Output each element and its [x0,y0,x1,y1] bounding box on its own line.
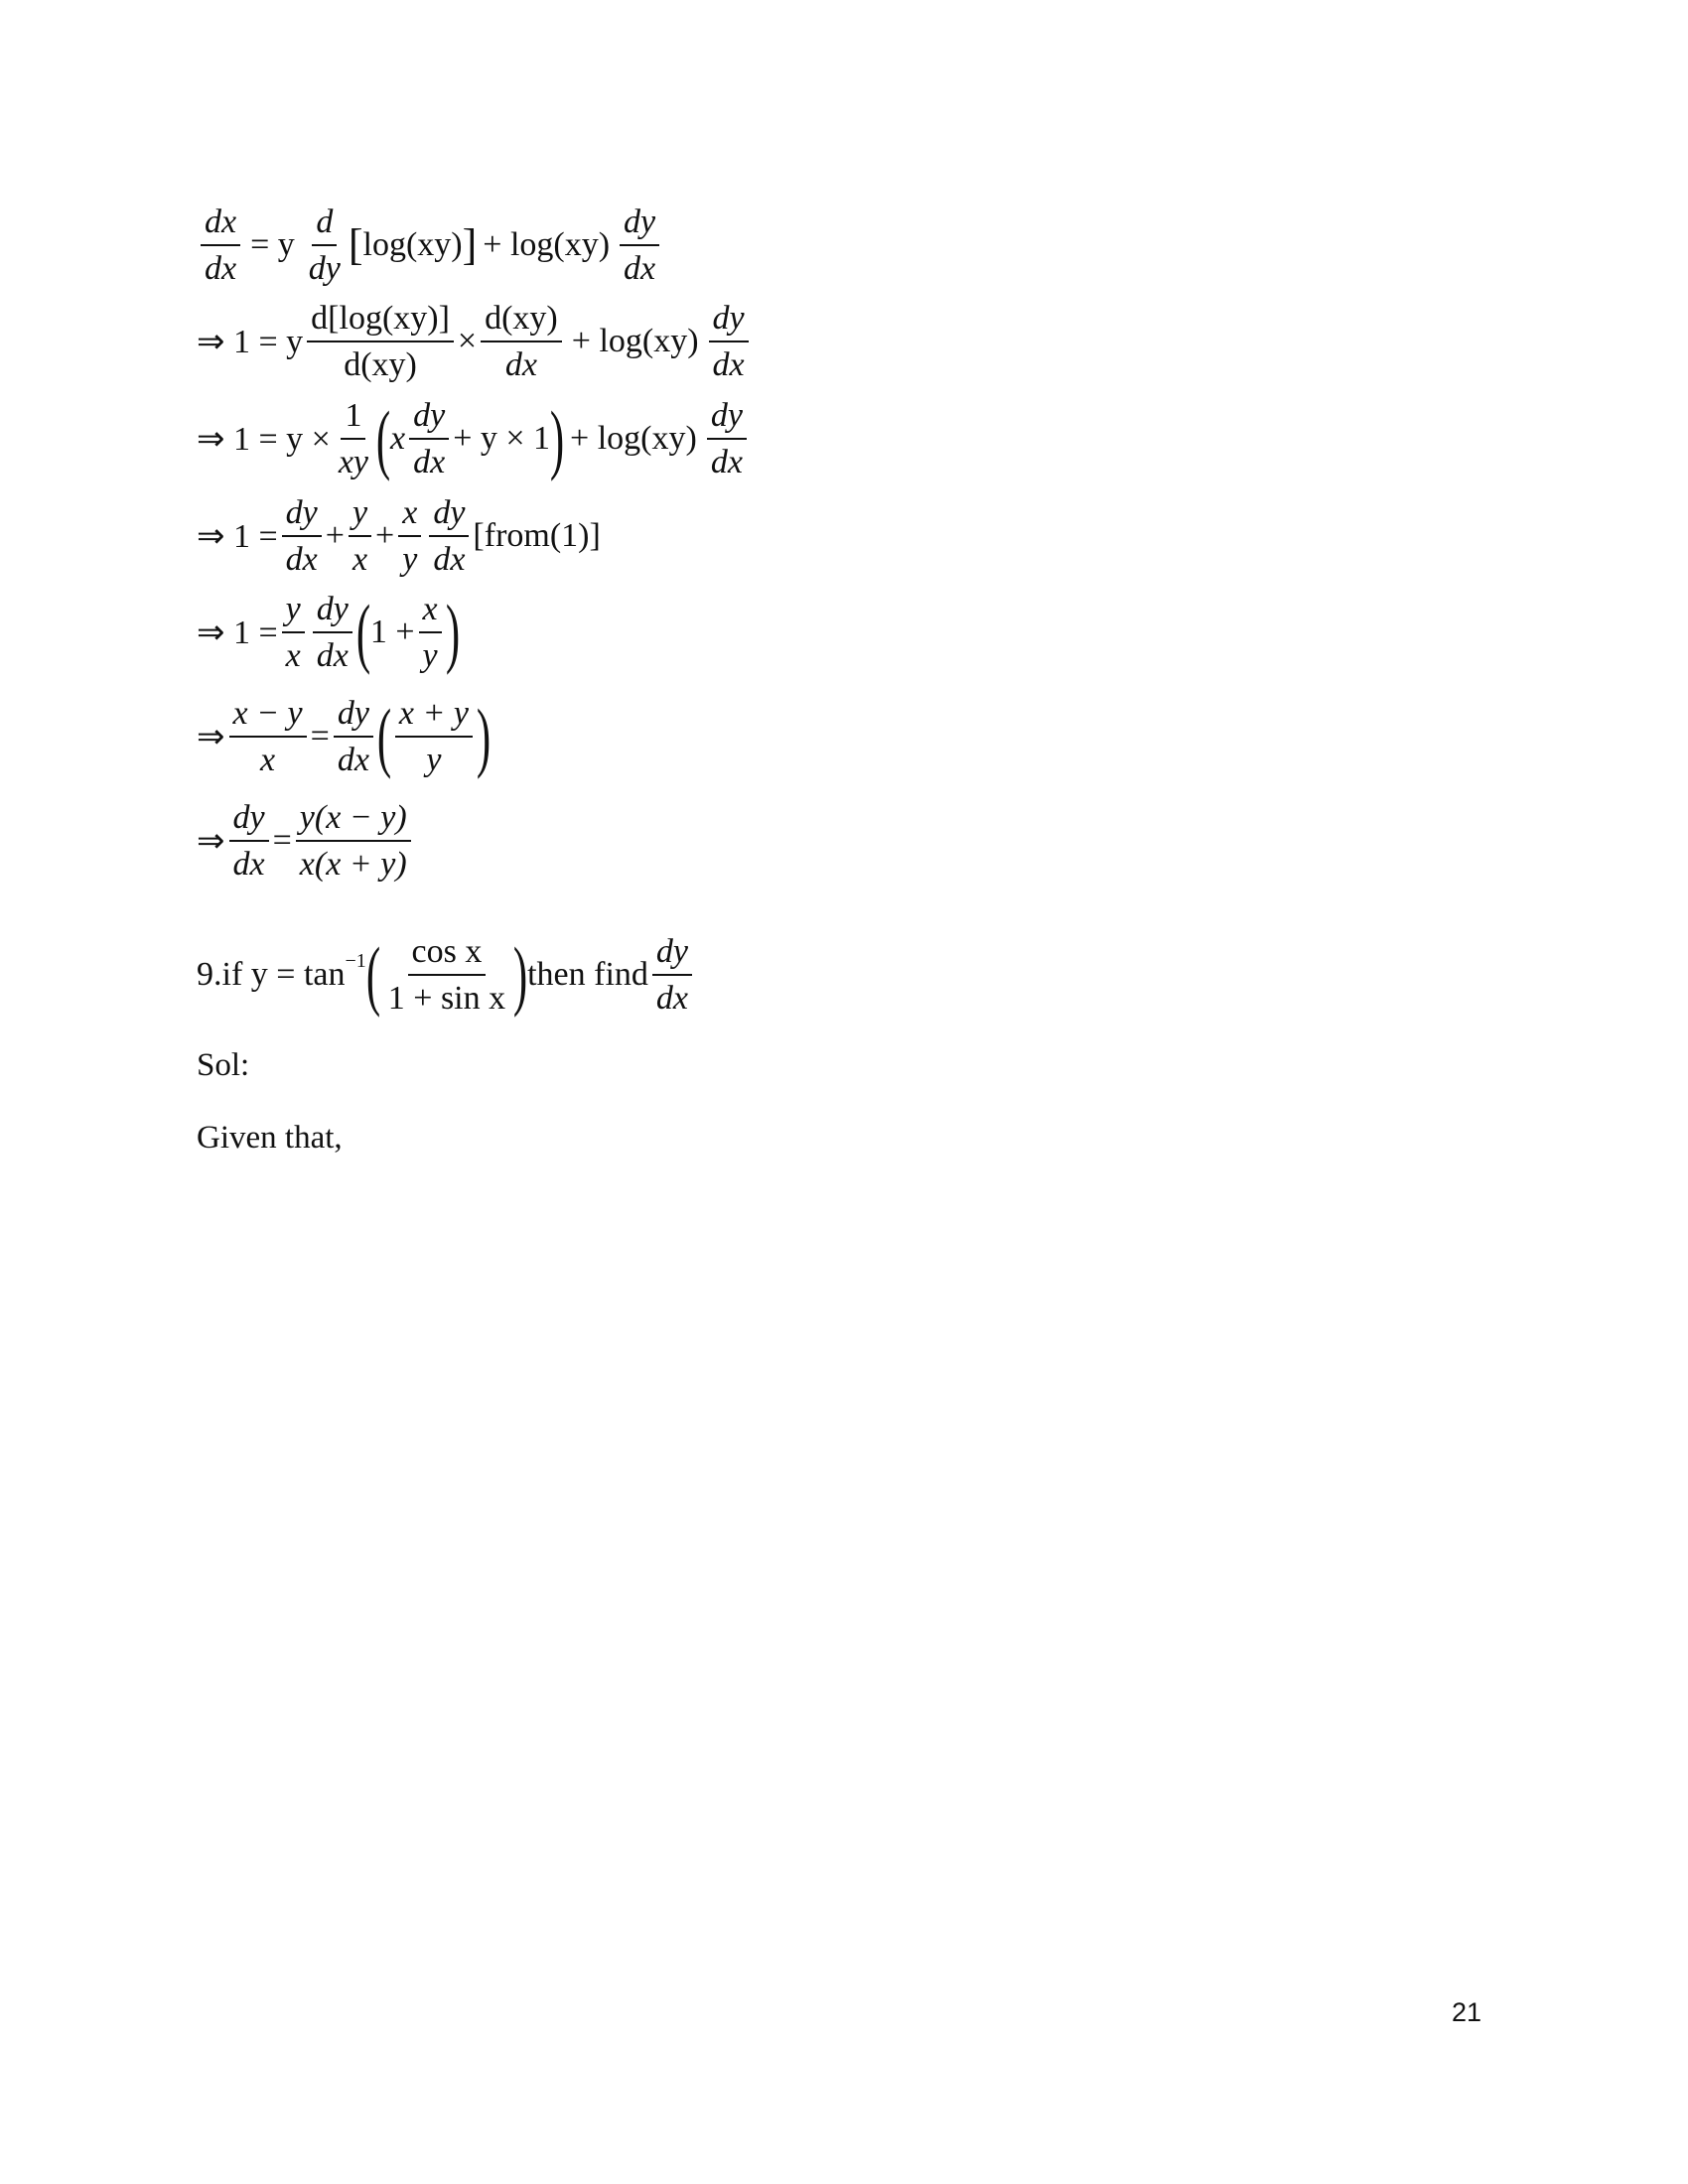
fraction: $\frac{dy}{dx}$ [429,494,469,579]
fraction: $\frac{x}{y}$ [398,494,421,579]
equation-step-2: ⇒ 1 = y $\frac{d[\log(xy)]}{d(xy)}$ × $\frac{d(xy)}{dx}$ + log(xy) $\frac{dy}{dx}$ [197,300,753,384]
fraction: $\frac{dy}{dx}$ [282,494,322,579]
fraction: $\frac{dx}{dx}$ [201,204,240,288]
equation-step-7: ⇒ $\frac{dy}{dx}$ = $\frac{y(x - y)}{x(x + y)}$ [197,799,415,884]
fraction: $\frac{dy}{dx}$ [652,933,692,1018]
equation-step-1: $\frac{dx}{dx}$ = y $\frac{d}{dy}$ [ log(xy) ] + log(xy) $\frac{dy}{dx}$ [197,204,663,288]
given-text: Given that, [197,1120,343,1156]
fraction: $\frac{\text{cos x}}{\text{1 + sin x}}$ [387,933,506,1018]
equation-step-3: ⇒ 1 = y × $\frac{1}{xy}$ ( x $\frac{dy}{dx}$ + y × 1 ) + log(xy) $\frac{dy}{dx}$ [197,397,751,481]
fraction: $\frac{d[\log(xy)]}{d(xy)}$ [307,300,454,384]
fraction: $\frac{d}{dy}$ [308,204,341,288]
fraction: $\frac{x}{y}$ [419,591,442,675]
page-number: 21 [1452,1997,1482,2027]
fraction: $\frac{dy}{dx}$ [313,591,352,675]
fraction: $\frac{x - y}{x}$ [229,695,307,779]
fraction: $\frac{y}{x}$ [282,591,305,675]
fraction: $\frac{dy}{dx}$ [229,799,269,884]
equation-step-5: ⇒ 1 = $\frac{y}{x}$ $\frac{dy}{dx}$ ( 1 + $\frac{x}{y}$ ) [197,589,460,676]
fraction: $\frac{d(xy)}{dx}$ [481,300,562,384]
fraction: $\frac{x + y}{y}$ [395,695,473,779]
fraction: $\frac{dy}{dx}$ [409,397,449,481]
fraction: $\frac{dy}{dx}$ [707,397,747,481]
fraction: $\frac{y}{x}$ [349,494,371,579]
reference-note: [from(1)] [473,517,601,555]
fraction: $\frac{1}{xy}$ [338,397,369,481]
fraction: $\frac{y(x - y)}{x(x + y)}$ [296,799,411,884]
fraction: $\frac{dy}{dx}$ [620,204,659,288]
fraction: $\frac{dy}{dx}$ [709,300,749,384]
question-9: 9.if y = tan −1 ( $\frac{\text{cos x}}{\text{1 + sin x}}$ ) then find $\frac{dy}{dx}$ [197,933,696,1018]
equation-step-6: ⇒ $\frac{x - y}{x}$ = $\frac{dy}{dx}$ ( $\frac{x + y}{y}$ ) [197,693,492,780]
solution-label: Sol: [197,1047,250,1083]
fraction: $\frac{dy}{dx}$ [334,695,373,779]
equation-step-4: ⇒ 1 = $\frac{dy}{dx}$ + $\frac{y}{x}$ + $\frac{x}{y}$ $\frac{dy}{dx}$ [from(1)] [197,494,601,579]
